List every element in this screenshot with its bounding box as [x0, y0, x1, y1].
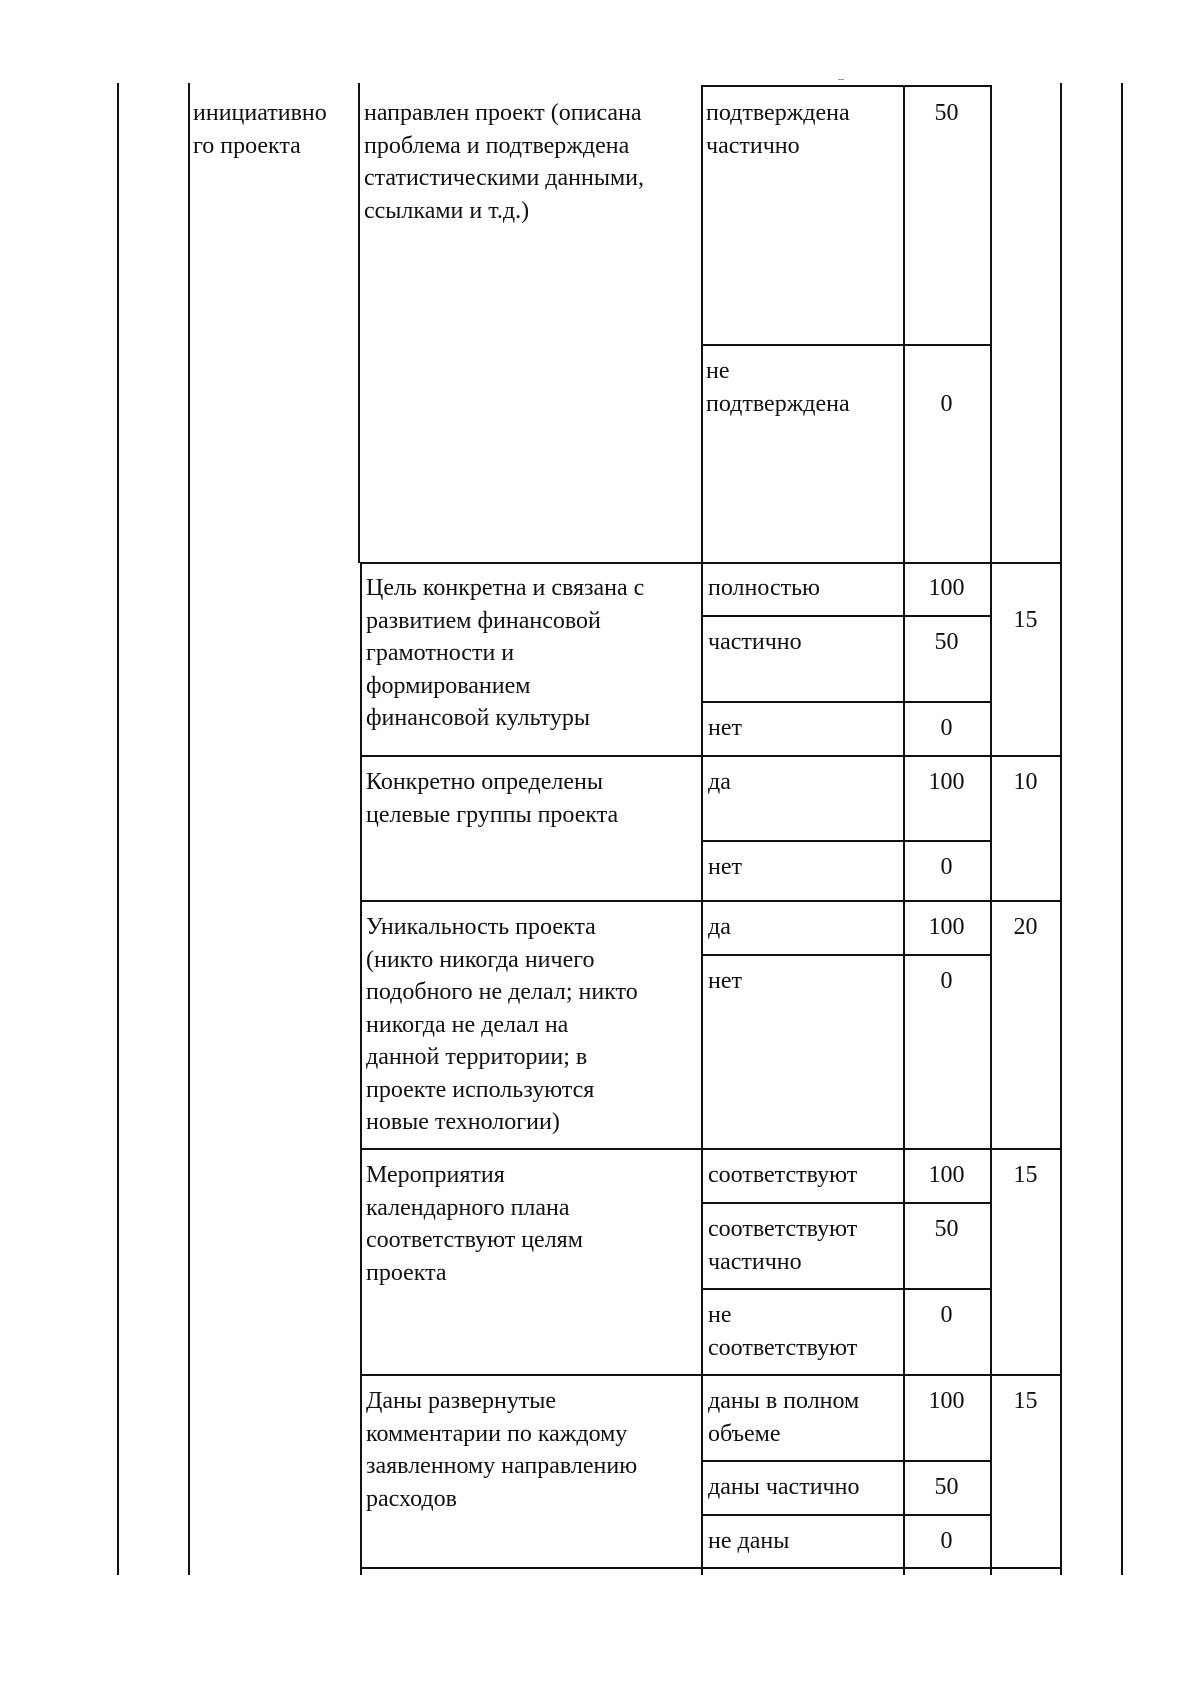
weight-cell: 20	[1013, 914, 1038, 940]
row-line	[701, 701, 991, 703]
row-line	[701, 1460, 991, 1462]
table-bottom-line	[360, 1567, 1061, 1569]
option-label: не даны	[708, 1528, 790, 1554]
option-score: 100	[928, 769, 965, 795]
row-line	[360, 1374, 1061, 1376]
criterion-cell: Даны развернутые комментарии по каждому заявленному направлению расходов	[366, 1388, 638, 1512]
option-label: соответствуют частично	[708, 1216, 858, 1275]
option-label: не подтверждена	[706, 358, 850, 417]
option-label: не соответствуют	[708, 1302, 858, 1361]
option-label: соответствуют	[708, 1162, 858, 1188]
weight-cell: 15	[1013, 1162, 1038, 1188]
weight-cell: 15	[1013, 1388, 1038, 1414]
option-label: даны в полном объеме	[708, 1388, 860, 1447]
option-score: 50	[934, 629, 959, 655]
row-line	[701, 840, 991, 842]
criterion-cell: направлен проект (описана проблема и подтверждена статистическими данными, ссылками и т.д.)	[364, 100, 644, 224]
row-line	[701, 1202, 991, 1204]
outer-left-border	[117, 83, 119, 1575]
row-line	[701, 344, 991, 346]
option-score: 100	[928, 1388, 965, 1414]
option-score: 0	[940, 854, 953, 880]
option-score: 50	[934, 1474, 959, 1500]
row-line	[360, 562, 1061, 564]
col-2-border	[360, 563, 362, 1575]
option-score: 50	[934, 100, 959, 126]
option-label: полностью	[708, 575, 820, 601]
row-line	[360, 755, 1061, 757]
option-label: подтверждена частично	[706, 100, 850, 159]
option-score: 0	[940, 391, 953, 417]
scan-speck	[838, 79, 844, 80]
option-score: 0	[940, 1302, 953, 1328]
option-score: 0	[940, 1528, 953, 1554]
option-score: 0	[940, 968, 953, 994]
col-3-border	[701, 85, 703, 1575]
option-score: 100	[928, 575, 965, 601]
option-score: 0	[940, 715, 953, 741]
first-column-cell: инициативно го проекта	[193, 100, 327, 159]
criterion-cell: Уникальность проекта (никто никогда ничего подобного не делал; никто никогда не делал на данной территории; в проекте используются новые технологии)	[366, 914, 638, 1135]
row-line	[360, 1148, 1061, 1150]
criterion-cell: Мероприятия календарного плана соответствуют целям проекта	[366, 1162, 583, 1286]
row-line	[701, 1288, 991, 1290]
option-label: нет	[708, 854, 742, 880]
option-score: 100	[928, 914, 965, 940]
col-6-border	[1060, 83, 1062, 1575]
option-score: 50	[934, 1216, 959, 1242]
option-label: нет	[708, 715, 742, 741]
criterion-cell: Цель конкретна и связана с развитием финансовой грамотности и формированием финансовой культуры	[366, 575, 645, 731]
weight-cell: 15	[1013, 607, 1038, 633]
option-label: даны частично	[708, 1474, 860, 1500]
row-line	[701, 615, 991, 617]
outer-right-border	[1121, 83, 1123, 1575]
col-4-border	[903, 85, 905, 1575]
weight-cell: 10	[1013, 769, 1038, 795]
option-label: да	[708, 914, 731, 940]
row-line	[701, 85, 991, 87]
row-line	[360, 900, 1061, 902]
option-label: да	[708, 769, 731, 795]
option-label: частично	[708, 629, 802, 655]
col-1-border	[188, 83, 190, 1575]
criterion-cell: Конкретно определены целевые группы проекта	[366, 769, 619, 828]
option-score: 100	[928, 1162, 965, 1188]
row-line	[701, 954, 991, 956]
row-line	[701, 1514, 991, 1516]
option-label: нет	[708, 968, 742, 994]
col-2-border	[358, 83, 360, 563]
col-5-border	[990, 85, 992, 1575]
